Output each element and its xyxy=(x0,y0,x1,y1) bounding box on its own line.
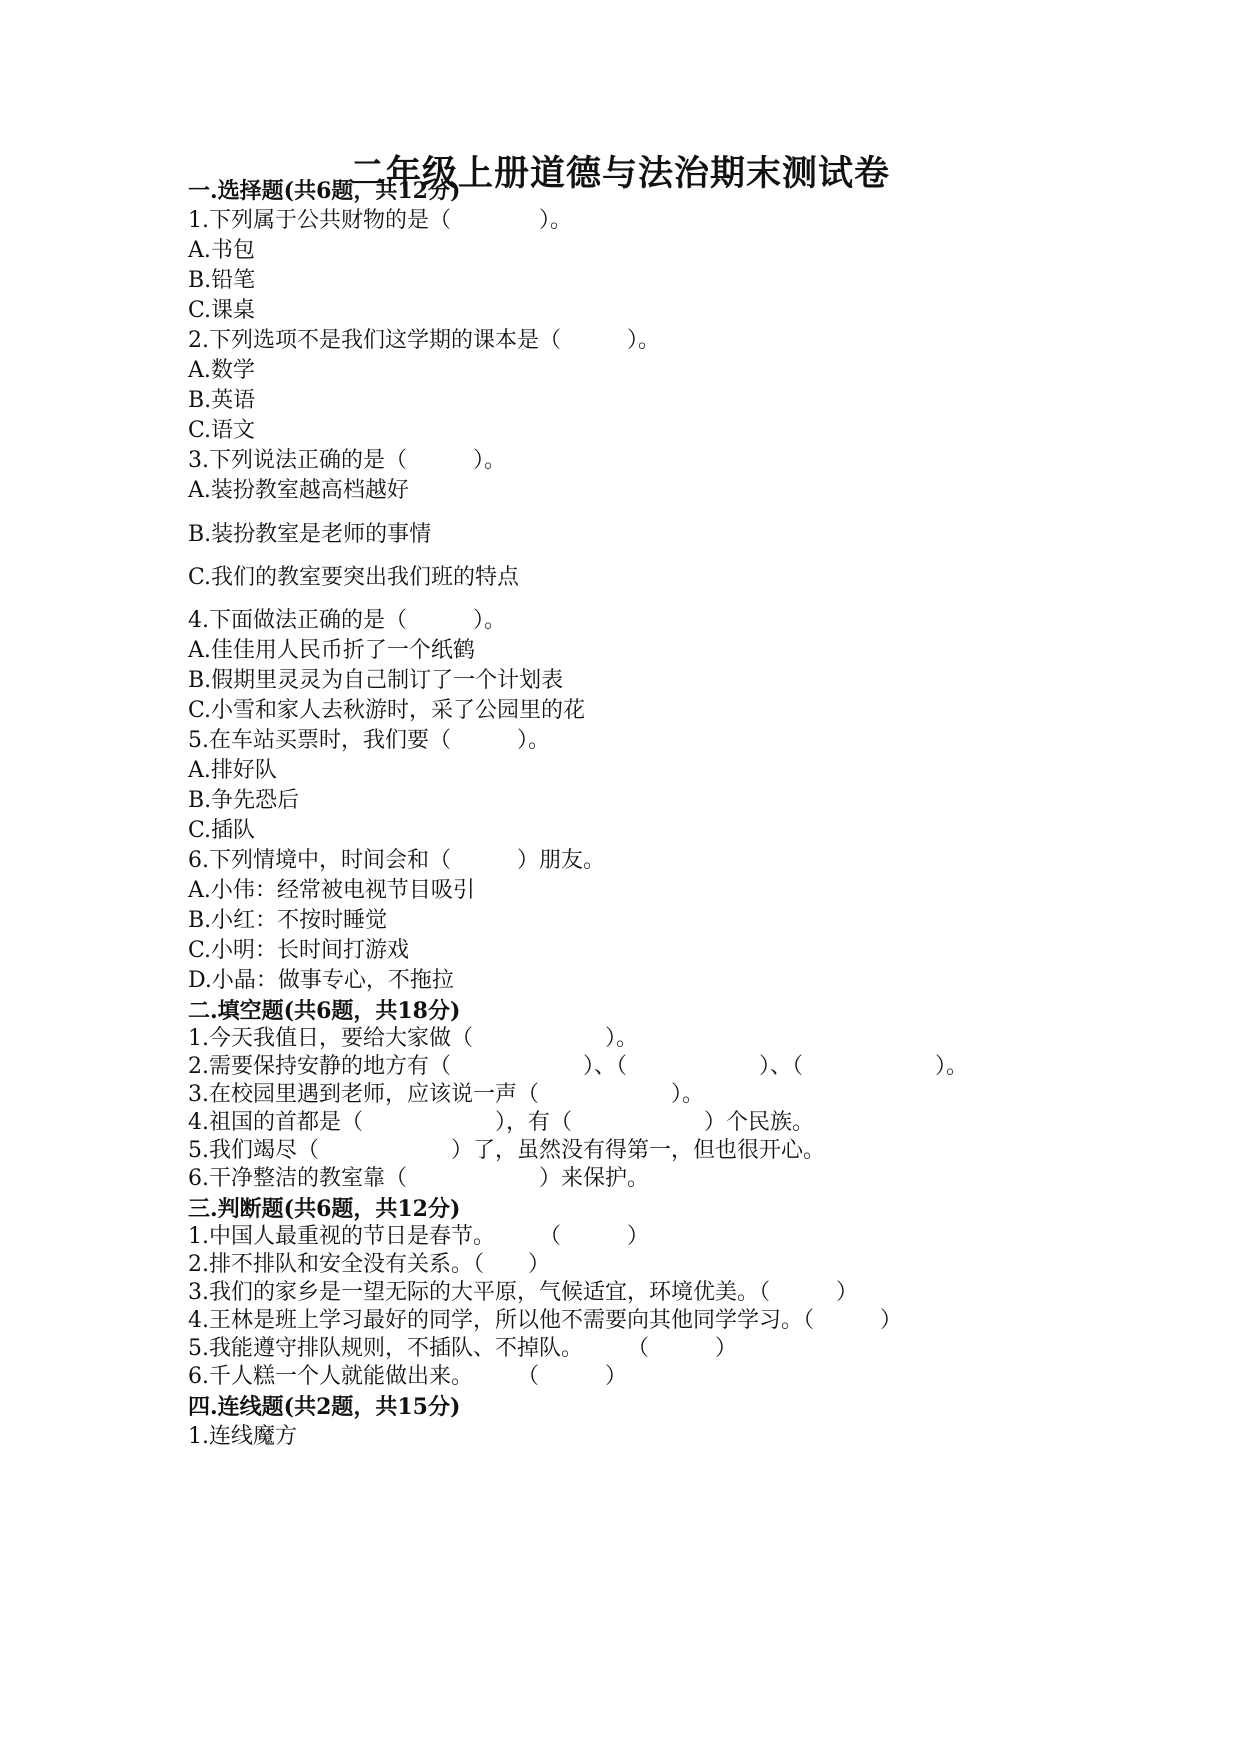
fill-question: 2.需要保持安静的地方有（ ）、（ ）、（ ）。 xyxy=(188,1054,968,1079)
fill-question: 1.今天我值日，要给大家做（ ）。 xyxy=(188,1026,638,1051)
judge-question: 4.王林是班上学习最好的同学，所以他不需要向其他同学学习。（ ） xyxy=(188,1308,902,1333)
answer-option: B.装扮教室是老师的事情 xyxy=(188,522,432,547)
answer-option: A.小伟：经常被电视节目吸引 xyxy=(188,878,475,903)
judge-question: 5.我能遵守排队规则，不插队、不掉队。 （ ） xyxy=(188,1336,737,1361)
fill-question: 3.在校园里遇到老师，应该说一声（ ）。 xyxy=(188,1082,704,1107)
section-heading-match: 四.连线题(共2题，共15分) xyxy=(188,1394,461,1420)
section-heading-choice: 一.选择题(共6题，共12分) xyxy=(188,178,461,204)
answer-option: C.小明：长时间打游戏 xyxy=(188,938,410,963)
fill-question: 4.祖国的首都是（ ），有（ ）个民族。 xyxy=(188,1110,814,1135)
answer-option: C.小雪和家人去秋游时，采了公园里的花 xyxy=(188,698,586,723)
judge-question: 6.千人糕一个人就能做出来。 （ ） xyxy=(188,1364,627,1389)
question-stem: 4.下面做法正确的是（ ）。 xyxy=(188,608,506,633)
answer-option: A.佳佳用人民币折了一个纸鹤 xyxy=(188,638,475,663)
section-heading-judge: 三.判断题(共6题，共12分) xyxy=(188,1196,461,1222)
question-stem: 2.下列选项不是我们这学期的课本是（ ）。 xyxy=(188,328,660,353)
answer-option: C.插队 xyxy=(188,818,256,843)
answer-option: C.课桌 xyxy=(188,298,256,323)
answer-option: B.小红：不按时睡觉 xyxy=(188,908,388,933)
answer-option: B.铅笔 xyxy=(188,268,256,293)
exam-title: 二年级上册道德与法治期末测试卷 xyxy=(349,153,890,194)
answer-option: A.装扮教室越高档越好 xyxy=(188,478,409,503)
answer-option: B.假期里灵灵为自己制订了一个计划表 xyxy=(188,668,564,693)
judge-question: 1.中国人最重视的节日是春节。 （ ） xyxy=(188,1224,649,1249)
question-stem: 3.下列说法正确的是（ ）。 xyxy=(188,448,506,473)
answer-option: A.数学 xyxy=(188,358,255,383)
answer-option: C.语文 xyxy=(188,418,256,443)
answer-option: B.争先恐后 xyxy=(188,788,300,813)
answer-option: C.我们的教室要突出我们班的特点 xyxy=(188,565,520,590)
question-stem: 1.下列属于公共财物的是（ ）。 xyxy=(188,208,572,233)
question-stem: 6.下列情境中，时间会和（ ）朋友。 xyxy=(188,848,605,873)
judge-question: 2.排不排队和安全没有关系。（ ） xyxy=(188,1252,550,1277)
match-question: 1.连线魔方 xyxy=(188,1424,297,1449)
answer-option: A.书包 xyxy=(188,238,255,263)
answer-option: B.英语 xyxy=(188,388,256,413)
section-heading-fill: 二.填空题(共6题，共18分) xyxy=(188,998,461,1024)
fill-question: 5.我们竭尽（ ）了，虽然没有得第一，但也很开心。 xyxy=(188,1138,825,1163)
judge-question: 3.我们的家乡是一望无际的大平原，气候适宜，环境优美。（ ） xyxy=(188,1280,858,1305)
fill-question: 6.干净整洁的教室靠（ ）来保护。 xyxy=(188,1166,649,1191)
answer-option: A.排好队 xyxy=(188,758,277,783)
answer-option: D.小晶：做事专心，不拖拉 xyxy=(188,968,454,993)
question-stem: 5.在车站买票时，我们要（ ）。 xyxy=(188,728,550,753)
